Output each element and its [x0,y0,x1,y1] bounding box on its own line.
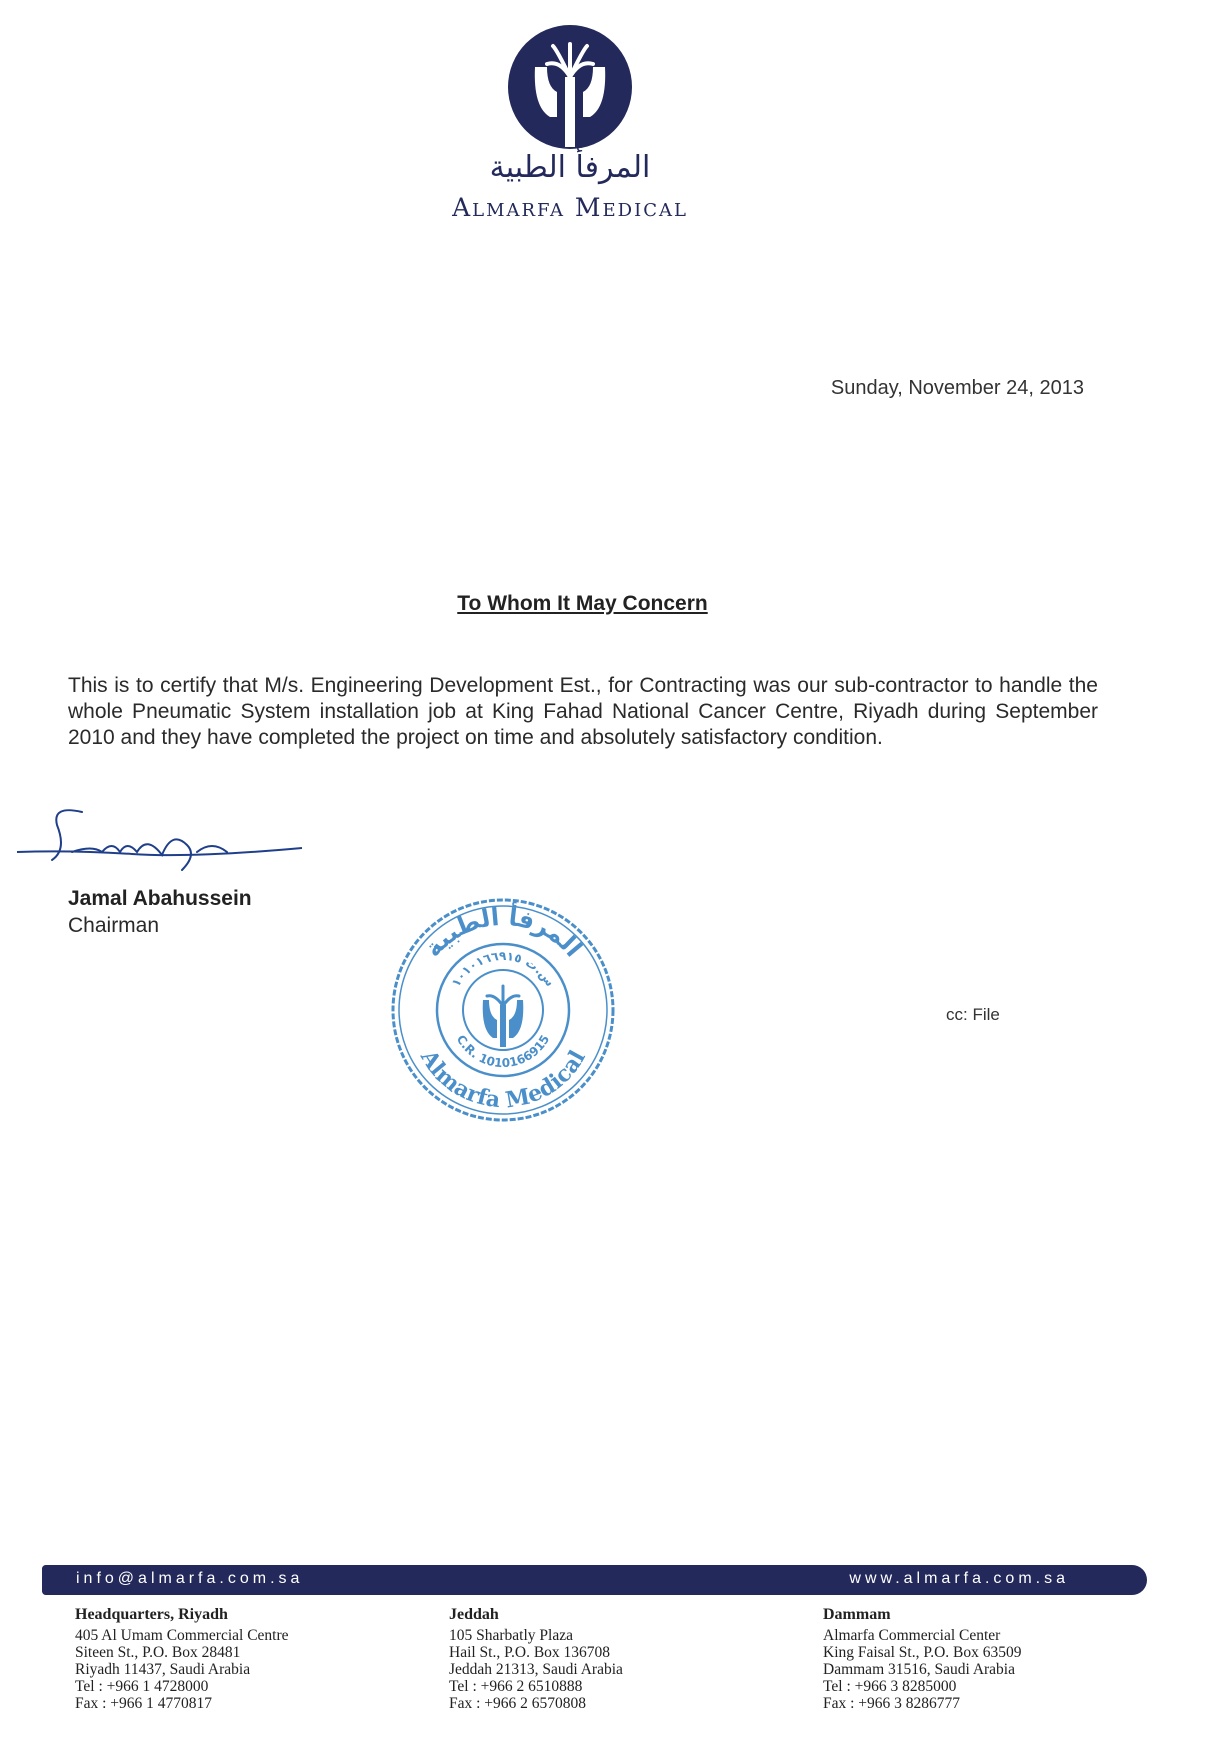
signature-icon [12,800,312,880]
office-riyadh [75,1606,325,1712]
signer-name: Jamal Abahussein [68,887,252,910]
footer-bar [42,1565,1147,1595]
footer-website-link[interactable]: www.almarfa.com.sa [849,1570,1069,1587]
stamp-arabic-cr: س.ت ١٠١٠١٦٦٩١٥ [448,948,558,990]
office-address-line: Hail St., P.O. Box 136708 [449,1644,611,1661]
stamp-arabic-text: المرفأ الطبية [418,902,588,963]
office-address-line: Dammam 31516, Saudi Arabia [823,1661,1015,1678]
office-jeddah [449,1606,699,1712]
stamp-cr-number: C.R. 1010166915 [453,1032,553,1071]
office-heading: Dammam [823,1606,891,1623]
office-phone: Tel : +966 2 6510888 [449,1678,583,1695]
office-fax: Fax : +966 3 8286777 [823,1695,961,1712]
footer-email-link[interactable]: info@almarfa.com.sa [76,1570,304,1587]
office-fax: Fax : +966 1 4770817 [75,1695,213,1712]
office-address-line: 405 Al Umam Commercial Centre [75,1627,289,1644]
office-phone: Tel : +966 1 4728000 [75,1678,209,1695]
office-address-line: Riyadh 11437, Saudi Arabia [75,1661,251,1678]
office-address-line: Siteen St., P.O. Box 28481 [75,1644,241,1661]
office-fax: Fax : +966 2 6570808 [449,1695,587,1712]
letter-body: This is to certify that M/s. Engineering Development Est., for Contracting was our sub-contractor to handle the whole Pneumatic System installation job at King Fahad National Cancer Centre, Riyadh during September 2010 and they have completed the project on time and absolutely satisfactory condition. [68,674,1098,749]
brand-english-name: Almarfa Medical [452,193,688,222]
office-heading: Jeddah [449,1606,499,1623]
signer-title: Chairman [68,914,160,937]
palm-hands-logo-icon [505,22,635,152]
stamp-english-text: Almarfa Medical [415,1045,591,1114]
office-address-line: Almarfa Commercial Center [823,1627,1001,1644]
office-address-line: 105 Sharbatly Plaza [449,1627,573,1644]
company-stamp-icon [383,890,623,1130]
office-address-line: King Faisal St., P.O. Box 63509 [823,1644,1022,1661]
office-address-line: Jeddah 21313, Saudi Arabia [449,1661,623,1678]
office-phone: Tel : +966 3 8285000 [823,1678,957,1695]
svg-text:Almarfa Medical [415,1045,591,1114]
office-heading: Headquarters, Riyadh [75,1606,228,1623]
office-dammam [823,1606,1073,1712]
letter-date: Sunday, November 24, 2013 [830,377,1084,399]
brand-arabic-name: المرفأ الطبية [489,150,651,185]
cc-note: cc: File [946,1005,1000,1024]
letter-subject: To Whom It May Concern [457,592,708,615]
